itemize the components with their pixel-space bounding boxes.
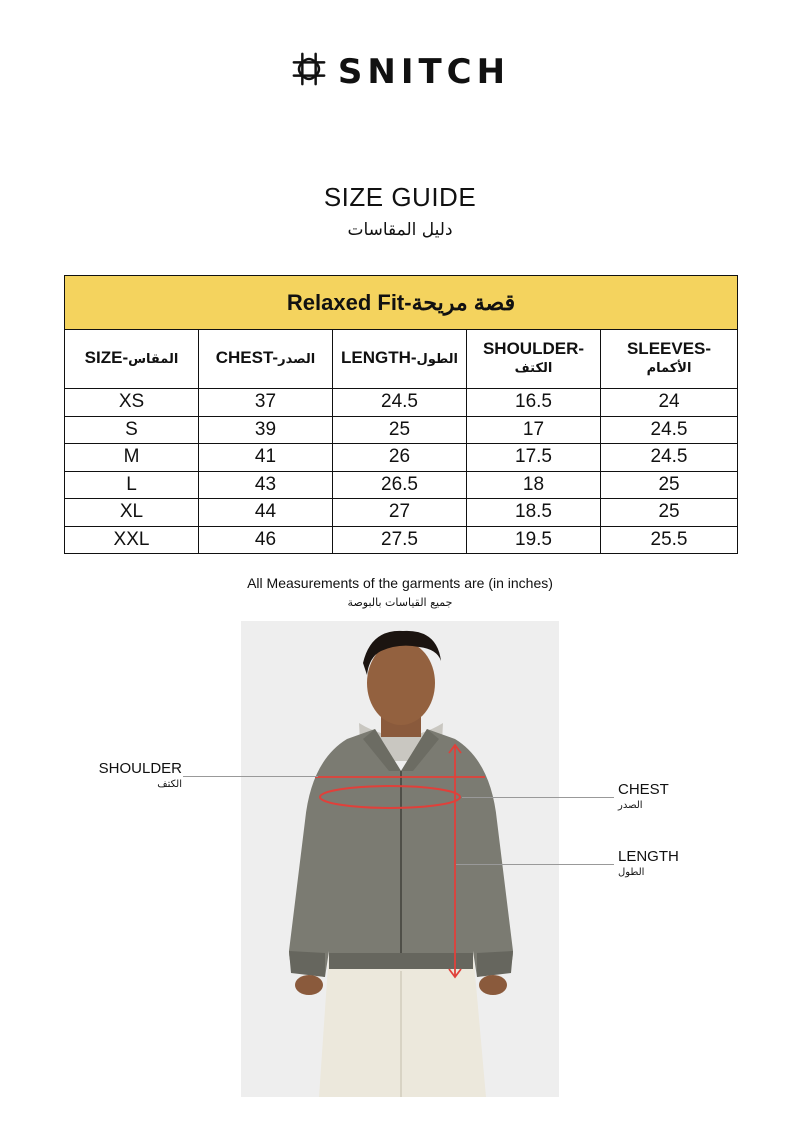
cell-chest: 43 bbox=[199, 471, 333, 499]
page-title-arabic: دليل المقاسات bbox=[347, 220, 453, 240]
page-title: SIZE GUIDE bbox=[323, 182, 477, 212]
model-photo bbox=[241, 621, 559, 1097]
cell-sleeves: 25.5 bbox=[601, 526, 738, 554]
column-header-size: SIZE-المقاس bbox=[65, 330, 199, 389]
table-row bbox=[65, 389, 738, 417]
cell-sleeves: 25 bbox=[601, 499, 738, 527]
cell-sleeves: 24.5 bbox=[601, 444, 738, 472]
size-chart-table bbox=[64, 275, 738, 554]
brand-name: SNITCH bbox=[337, 51, 511, 92]
cell-shoulder: 17 bbox=[467, 416, 601, 444]
table-row bbox=[65, 499, 738, 527]
cell-length: 27 bbox=[333, 499, 467, 527]
shoulder-callout bbox=[96, 760, 182, 790]
cell-chest: 46 bbox=[199, 526, 333, 554]
cell-size: XL bbox=[65, 499, 199, 527]
cell-length: 27.5 bbox=[333, 526, 467, 554]
cell-size: M bbox=[65, 444, 199, 472]
fit-label: Relaxed Fit-قصة مريحة bbox=[65, 276, 738, 330]
cell-chest: 39 bbox=[199, 416, 333, 444]
length-label-arabic: الطول bbox=[618, 867, 645, 878]
measurement-note: All Measurements of the garments are (in inches) bbox=[247, 575, 553, 591]
cell-size: XXL bbox=[65, 526, 199, 554]
cell-chest: 41 bbox=[199, 444, 333, 472]
shoulder-label-arabic: الكتف bbox=[157, 779, 182, 790]
shoulder-callout-line bbox=[183, 776, 318, 777]
table-row bbox=[65, 526, 738, 554]
length-callout bbox=[618, 848, 679, 878]
cell-shoulder: 17.5 bbox=[467, 444, 601, 472]
cell-size: S bbox=[65, 416, 199, 444]
cell-sleeves: 24 bbox=[601, 389, 738, 417]
table-row bbox=[65, 444, 738, 472]
cell-size: L bbox=[65, 471, 199, 499]
table-header-row bbox=[65, 330, 738, 389]
column-header-sleeves: SLEEVES- الأكمام bbox=[601, 330, 738, 389]
cell-length: 26.5 bbox=[333, 471, 467, 499]
chest-callout-line bbox=[462, 797, 614, 798]
length-label: LENGTH bbox=[618, 848, 679, 865]
cell-length: 26 bbox=[333, 444, 467, 472]
cell-shoulder: 18 bbox=[467, 471, 601, 499]
chest-callout bbox=[618, 781, 669, 811]
table-row bbox=[65, 471, 738, 499]
length-callout-line bbox=[456, 864, 614, 865]
column-header-chest: CHEST-الصدر bbox=[199, 330, 333, 389]
chest-label: CHEST bbox=[618, 781, 669, 798]
cell-chest: 44 bbox=[199, 499, 333, 527]
measurement-note-arabic: جميع القياسات بالبوصة bbox=[347, 596, 453, 609]
column-header-length: LENGTH-الطول bbox=[333, 330, 467, 389]
cell-sleeves: 24.5 bbox=[601, 416, 738, 444]
cell-length: 25 bbox=[333, 416, 467, 444]
cell-size: XS bbox=[65, 389, 199, 417]
cell-shoulder: 18.5 bbox=[467, 499, 601, 527]
chest-label-arabic: الصدر bbox=[618, 800, 643, 811]
cell-length: 24.5 bbox=[333, 389, 467, 417]
cell-shoulder: 19.5 bbox=[467, 526, 601, 554]
snitch-hash-logo-icon bbox=[290, 50, 328, 93]
shoulder-label: SHOULDER bbox=[98, 760, 182, 777]
brand-logo bbox=[0, 50, 800, 93]
cell-sleeves: 25 bbox=[601, 471, 738, 499]
table-row bbox=[65, 416, 738, 444]
column-header-shoulder: SHOULDER- الكتف bbox=[467, 330, 601, 389]
cell-shoulder: 16.5 bbox=[467, 389, 601, 417]
cell-chest: 37 bbox=[199, 389, 333, 417]
